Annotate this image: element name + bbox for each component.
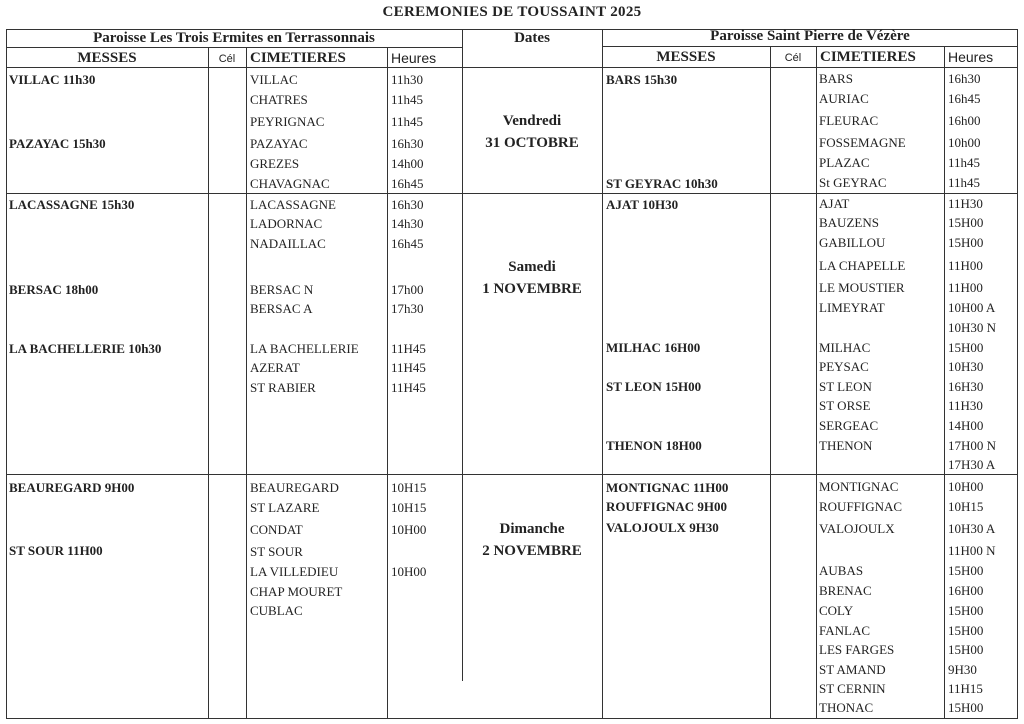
cemetery-time: 11H00 xyxy=(948,280,983,295)
cemetery-name: PAZAYAC xyxy=(250,136,308,151)
cemetery-time: 11H15 xyxy=(948,681,983,696)
cemetery-name: PLAZAC xyxy=(819,155,870,170)
cemetery-name: PEYRIGNAC xyxy=(250,114,325,129)
mass-entry: ROUFFIGNAC 9H00 xyxy=(606,499,727,514)
cemetery-time: 17H00 N xyxy=(948,438,997,453)
cemetery-time: 16H30 xyxy=(948,379,984,394)
cemetery-time: 16h30 xyxy=(948,71,981,86)
cemetery-name: AZERAT xyxy=(250,360,300,375)
cemetery-name: CHAVAGNAC xyxy=(250,176,330,191)
cemetery-name: ST LEON xyxy=(819,379,872,394)
right-messes-header: MESSES xyxy=(656,49,716,65)
mass-entry: LA BACHELLERIE 10h30 xyxy=(9,341,162,356)
mass-entry: ST GEYRAC 10h30 xyxy=(606,176,718,191)
mass-entry: ST LEON 15H00 xyxy=(606,379,702,394)
cemetery-name: LA VILLEDIEU xyxy=(250,564,339,579)
cemetery-name: ROUFFIGNAC xyxy=(819,499,903,514)
cemetery-time: 10H30 xyxy=(948,359,984,374)
cemetery-time: 15H00 xyxy=(948,603,984,618)
cemetery-time: 11H45 xyxy=(391,341,426,356)
date-value: 31 OCTOBRE xyxy=(485,135,579,151)
cemetery-time: 15H00 xyxy=(948,642,984,657)
cemetery-time: 10H00 A xyxy=(948,300,996,315)
cemetery-name: VALOJOULX xyxy=(819,521,895,536)
cemetery-time: 10H00 xyxy=(391,564,427,579)
cemetery-name: AUBAS xyxy=(819,563,864,578)
cemetery-name: CUBLAC xyxy=(250,603,303,618)
cemetery-name: THENON xyxy=(819,438,873,453)
cemetery-time: 9H30 xyxy=(948,662,977,677)
day-name: Vendredi xyxy=(502,113,562,129)
cemetery-time: 11h45 xyxy=(948,175,981,190)
cemetery-time: 16h45 xyxy=(391,176,424,191)
cemetery-time: 11h30 xyxy=(391,72,424,87)
cemetery-time: 11h45 xyxy=(948,155,981,170)
cemetery-name: GREZES xyxy=(250,156,300,171)
cemetery-time: 15H00 xyxy=(948,700,984,715)
date-block-sunday xyxy=(463,518,601,562)
cemetery-time: 10H00 xyxy=(948,479,984,494)
cemetery-time: 14h00 xyxy=(391,156,424,171)
cemetery-time: 11h45 xyxy=(391,92,424,107)
cemetery-name: FOSSEMAGNE xyxy=(819,135,906,150)
mass-entry: BERSAC 18h00 xyxy=(9,282,99,297)
date-block-friday xyxy=(463,110,601,154)
cemetery-time: 14H00 xyxy=(948,418,984,433)
right-cimetieres-header: CIMETIERES xyxy=(820,49,916,65)
mass-entry: VILLAC 11h30 xyxy=(9,72,96,87)
cemetery-name: CONDAT xyxy=(250,522,303,537)
cemetery-name: LADORNAC xyxy=(250,216,323,231)
cemetery-name: FLEURAC xyxy=(819,113,879,128)
cemetery-name: BEAUREGARD xyxy=(250,480,339,495)
cemetery-time: 15H00 xyxy=(948,623,984,638)
mass-entry: ST SOUR 11H00 xyxy=(9,543,103,558)
left-cimetieres-header: CIMETIERES xyxy=(250,50,346,66)
cemetery-name: ST RABIER xyxy=(250,380,316,395)
cemetery-name: CHATRES xyxy=(250,92,308,107)
cemetery-name: PEYSAC xyxy=(819,359,869,374)
cemetery-name: BAUZENS xyxy=(819,215,879,230)
cemetery-time: 11H00 N xyxy=(948,543,996,558)
cemetery-name: SERGEAC xyxy=(819,418,879,433)
cemetery-time: 10H30 N xyxy=(948,320,997,335)
cemetery-time: 10H15 xyxy=(391,500,427,515)
cemetery-time: 16H00 xyxy=(948,583,984,598)
date-block-saturday xyxy=(463,256,601,300)
date-value: 1 NOVEMBRE xyxy=(482,281,582,297)
mass-entry: BARS 15h30 xyxy=(606,72,678,87)
cemetery-name: LACASSAGNE xyxy=(250,197,336,212)
left-heures-header: Heures xyxy=(391,50,437,66)
cemetery-time: 10H15 xyxy=(391,480,427,495)
cemetery-time: 11H45 xyxy=(391,360,426,375)
mass-entry: VALOJOULX 9H30 xyxy=(606,520,719,535)
cemetery-name: LA CHAPELLE xyxy=(819,258,906,273)
cemetery-time: 16h30 xyxy=(391,136,424,151)
cemetery-name: ST SOUR xyxy=(250,544,303,559)
cemetery-time: 16h30 xyxy=(391,197,424,212)
left-messes-header: MESSES xyxy=(77,50,137,66)
day-name: Dimanche xyxy=(499,521,565,537)
cemetery-name: ST CERNIN xyxy=(819,681,886,696)
mass-entry: PAZAYAC 15h30 xyxy=(9,136,106,151)
cemetery-time: 11H30 xyxy=(948,398,983,413)
cemetery-name: LES FARGES xyxy=(819,642,895,657)
right-parish-header: Paroisse Saint Pierre de Vézère xyxy=(710,28,910,44)
cemetery-name: LE MOUSTIER xyxy=(819,280,905,295)
cemetery-name: LIMEYRAT xyxy=(819,300,885,315)
cemetery-name: ST ORSE xyxy=(819,398,871,413)
mass-entry: THENON 18H00 xyxy=(606,438,702,453)
day-name: Samedi xyxy=(508,259,556,275)
cemetery-name: COLY xyxy=(819,603,854,618)
cemetery-name: BERSAC N xyxy=(250,282,314,297)
cemetery-name: BARS xyxy=(819,71,853,86)
cemetery-time: 15H00 xyxy=(948,340,984,355)
cemetery-time: 11H45 xyxy=(391,380,426,395)
cemetery-name: VILLAC xyxy=(250,72,298,87)
cemetery-time: 17H30 A xyxy=(948,457,996,472)
cemetery-name: NADAILLAC xyxy=(250,236,326,251)
left-cel-header: Cél xyxy=(218,53,236,65)
cemetery-name: ST AMAND xyxy=(819,662,886,677)
right-heures-header: Heures xyxy=(948,49,994,65)
date-value: 2 NOVEMBRE xyxy=(482,543,582,559)
mass-entry: AJAT 10H30 xyxy=(606,197,679,212)
cemetery-name: MILHAC xyxy=(819,340,871,355)
mass-entry: LACASSAGNE 15h30 xyxy=(9,197,135,212)
cemetery-name: LA BACHELLERIE xyxy=(250,341,359,356)
cemetery-time: 11H00 xyxy=(948,258,983,273)
cemetery-time: 17h30 xyxy=(391,301,424,316)
cemetery-name: AJAT xyxy=(819,196,850,211)
cemetery-time: 11h45 xyxy=(391,114,424,129)
cemetery-time: 15H00 xyxy=(948,215,984,230)
cemetery-name: BRENAC xyxy=(819,583,872,598)
cemetery-time: 15H00 xyxy=(948,235,984,250)
cemetery-time: 10H30 A xyxy=(948,521,996,536)
cemetery-time: 10h00 xyxy=(948,135,981,150)
cemetery-time: 17h00 xyxy=(391,282,424,297)
cemetery-time: 16h45 xyxy=(948,91,981,106)
cemetery-name: BERSAC A xyxy=(250,301,313,316)
cemetery-time: 10H15 xyxy=(948,499,984,514)
mass-entry: MILHAC 16H00 xyxy=(606,340,701,355)
cemetery-name: CHAP MOURET xyxy=(250,584,343,599)
cemetery-name: St GEYRAC xyxy=(819,175,887,190)
mass-entry: BEAUREGARD 9H00 xyxy=(9,480,135,495)
cemetery-time: 14h30 xyxy=(391,216,424,231)
right-cel-header: Cél xyxy=(784,52,802,64)
cemetery-name: FANLAC xyxy=(819,623,871,638)
cemetery-name: ST LAZARE xyxy=(250,500,320,515)
cemetery-time: 10H00 xyxy=(391,522,427,537)
cemetery-time: 15H00 xyxy=(948,563,984,578)
cemetery-time: 16h00 xyxy=(948,113,981,128)
cemetery-name: AURIAC xyxy=(819,91,869,106)
cemetery-name: GABILLOU xyxy=(819,235,886,250)
page-title: CEREMONIES DE TOUSSAINT 2025 xyxy=(382,4,642,20)
cemetery-time: 11H30 xyxy=(948,196,983,211)
left-parish-header: Paroisse Les Trois Ermites en Terrassonnais xyxy=(93,30,375,46)
cemetery-time: 16h45 xyxy=(391,236,424,251)
cemetery-name: MONTIGNAC xyxy=(819,479,899,494)
dates-header: Dates xyxy=(514,30,550,46)
cemetery-name: THONAC xyxy=(819,700,874,715)
mass-entry: MONTIGNAC 11H00 xyxy=(606,480,729,495)
